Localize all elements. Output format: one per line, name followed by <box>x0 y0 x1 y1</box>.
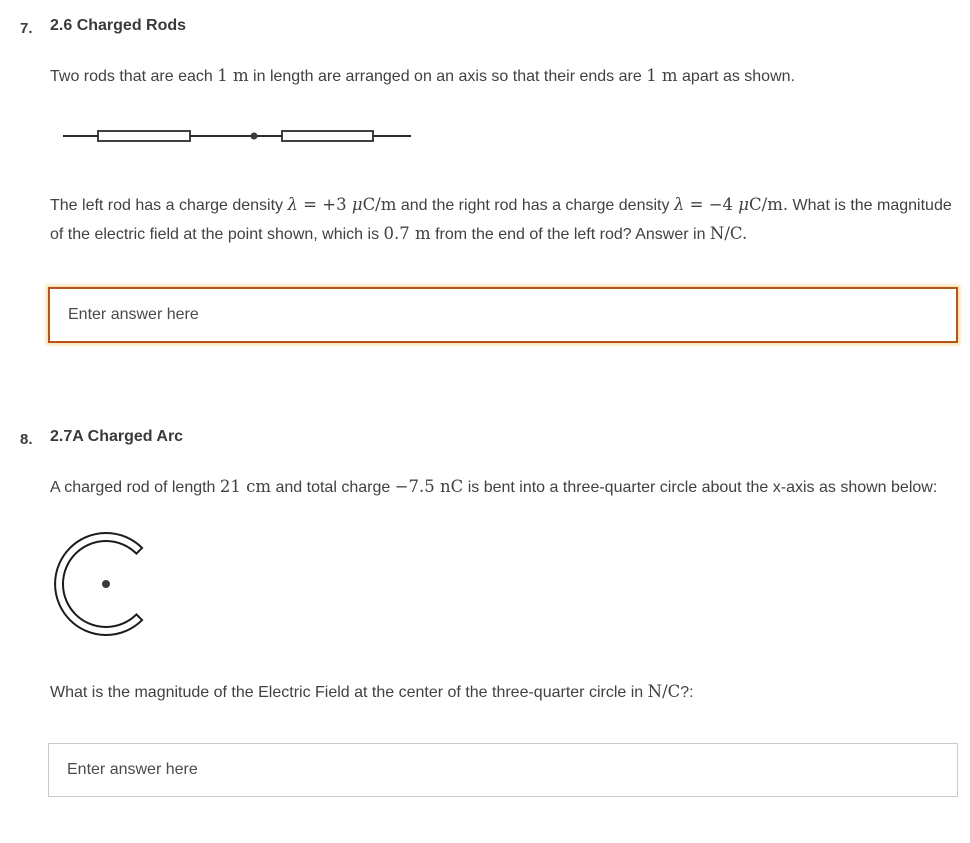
left-rod <box>98 131 190 141</box>
right-rod <box>282 131 373 141</box>
question-7 <box>20 14 958 343</box>
arc-diagram <box>50 530 958 642</box>
question-7-number: 7. <box>20 20 33 37</box>
question-7-intro-paragraph: Two rods that are each 1 m in length are arranged on an axis so that their ends are 1 m apart as shown. <box>50 66 795 85</box>
question-8-intro-paragraph: A charged rod of length 21 cm and total charge −7.5 nC is bent into a three-quarter circle about the x-axis as shown below: <box>50 477 938 496</box>
rods-diagram <box>55 123 958 149</box>
question-8 <box>20 425 958 797</box>
question-8-question-line: What is the magnitude of the Electric Field at the center of the three-quarter circle in N/C?: <box>50 682 694 701</box>
center-point-dot <box>102 580 110 588</box>
field-point-dot <box>251 133 258 140</box>
question-7-details-paragraph: The left rod has a charge density λ = +3 μC/m and the right rod has a charge density λ = −4 μC/m. What is the magnitude of the electric field at the point shown, which is 0.7 m from the end of the left rod? Answer in N/C. <box>50 195 952 243</box>
question-8-title: 2.7A Charged Arc <box>50 428 184 445</box>
question-7-title: 2.6 Charged Rods <box>50 17 187 34</box>
three-quarter-arc-ring <box>55 533 142 635</box>
answer-input-q7[interactable] <box>48 287 958 343</box>
rods-diagram-svg <box>55 123 415 149</box>
question-8-number: 8. <box>20 431 33 448</box>
arc-diagram-svg <box>50 530 172 642</box>
answer-input-q8[interactable] <box>48 743 958 797</box>
